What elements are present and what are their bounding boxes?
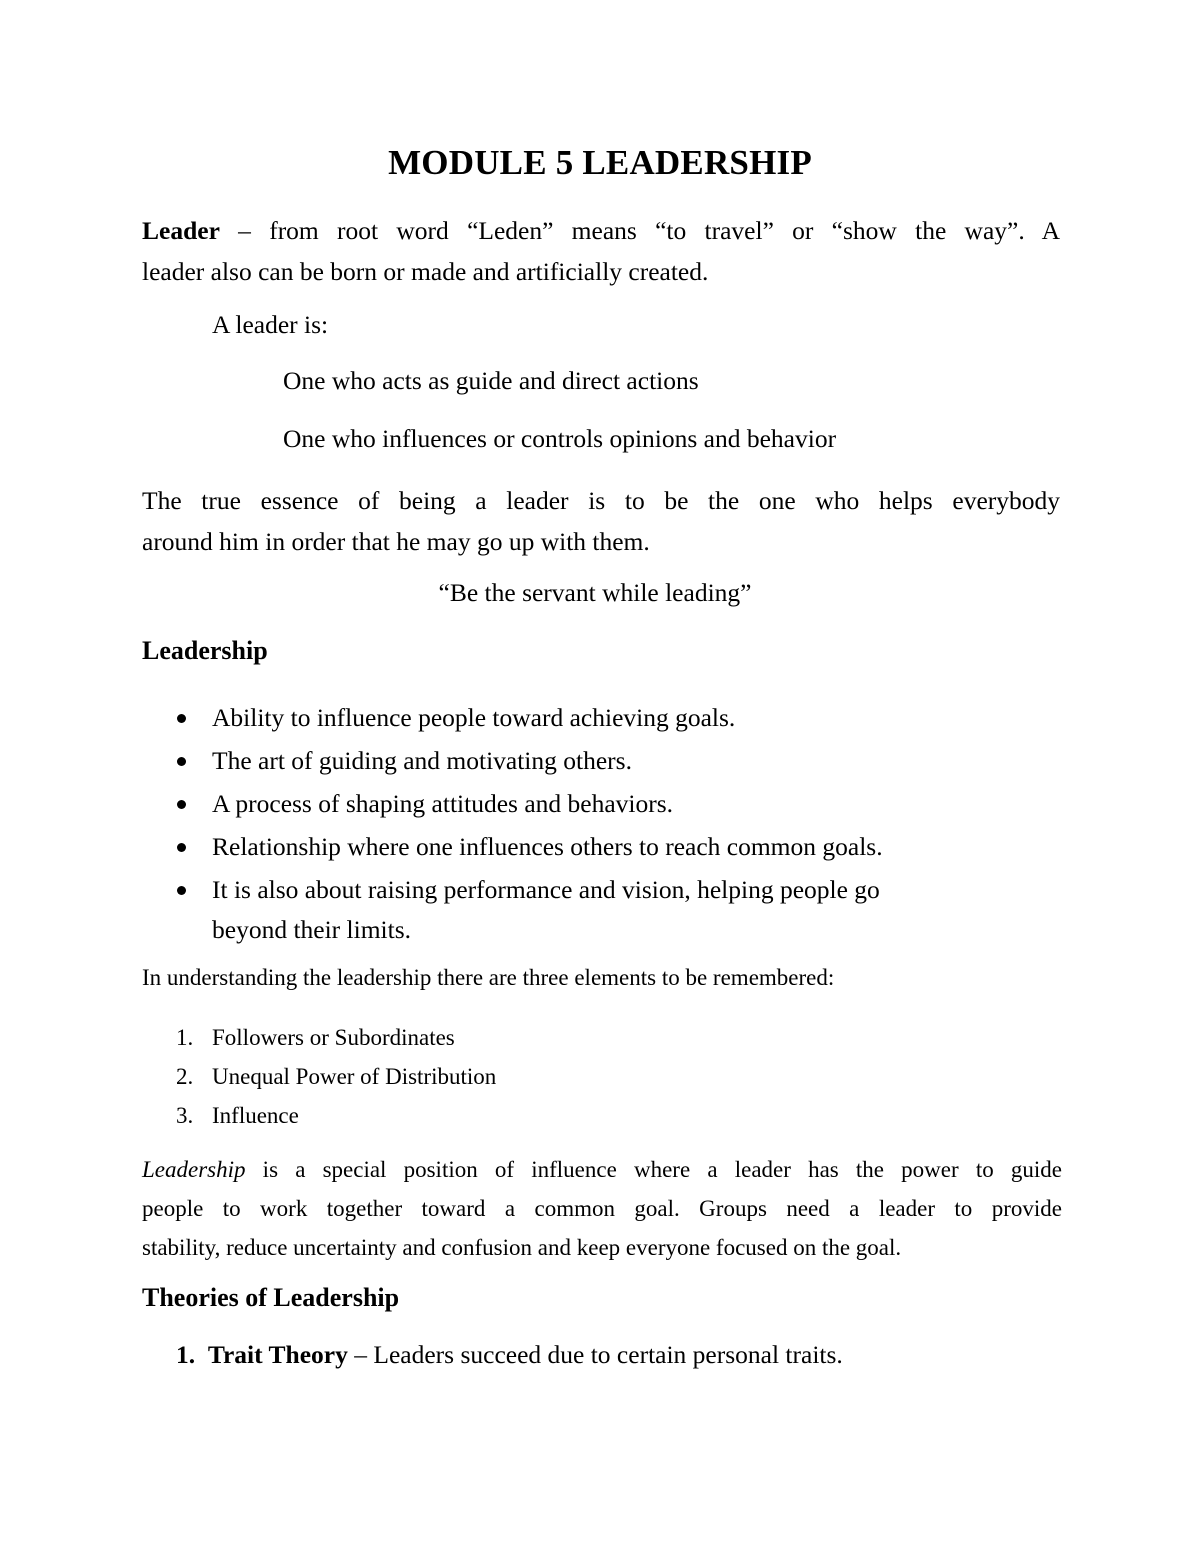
- list-item: [142, 1096, 496, 1135]
- list-text: Influence: [212, 1103, 299, 1128]
- bullet-text: It is also about raising performance and vision, helping people go: [212, 875, 880, 904]
- essence-paragraph: [142, 480, 1060, 562]
- bullet-text: Relationship where one influences others to reach common goals.: [212, 832, 883, 861]
- leader-definition: [142, 210, 1060, 292]
- leader-is-item: One who acts as guide and direct actions: [283, 366, 699, 395]
- quote: “Be the servant while leading”: [438, 578, 752, 607]
- leader-definition-text: – from root word “Leden” means “to travel” or “show the way”. A: [219, 216, 1060, 245]
- bullet-icon: [177, 757, 186, 766]
- list-item: [142, 868, 1072, 949]
- leadership-heading: Leadership: [142, 636, 268, 665]
- leadership-term-italic: Leadership: [142, 1157, 246, 1182]
- theories-heading: Theories of Leadership: [142, 1283, 400, 1312]
- special-line-2: people to work together toward a common goal. Groups need a leader to provide: [142, 1196, 1062, 1221]
- bullet-text: The art of guiding and motivating others.: [212, 746, 632, 775]
- bullet-icon: [177, 843, 186, 852]
- bullet-icon: [177, 886, 186, 895]
- theory-item: [176, 1342, 843, 1368]
- list-item: [142, 782, 1072, 825]
- bullet-text-continued: beyond their limits.: [212, 915, 412, 944]
- bullet-text: Ability to influence people toward achieving goals.: [212, 703, 736, 732]
- leader-definition-line-1: [142, 210, 1060, 251]
- list-item: [142, 825, 1072, 868]
- leader-definition-line-2: leader also can be born or made and artificially created.: [142, 257, 709, 286]
- leader-is-item: One who influences or controls opinions and behavior: [283, 424, 837, 453]
- leader-is-label: A leader is:: [212, 310, 329, 339]
- list-item: [142, 1057, 496, 1096]
- theory-name: Trait Theory: [207, 1340, 348, 1369]
- list-item: [142, 739, 1072, 782]
- list-number: 1.: [176, 1025, 194, 1050]
- bullet-icon: [177, 800, 186, 809]
- theory-number: 1.: [176, 1340, 196, 1369]
- special-line-1: [142, 1150, 1062, 1189]
- list-item: [142, 696, 1072, 739]
- list-text: Followers or Subordinates: [212, 1025, 455, 1050]
- bullet-icon: [177, 714, 186, 723]
- elements-numbered-list: [142, 1018, 496, 1135]
- list-item: [142, 1018, 496, 1057]
- special-line-3: stability, reduce uncertainty and confusion and keep everyone focused on the goal.: [142, 1235, 902, 1260]
- leader-term: Leader: [142, 216, 220, 245]
- bullet-text: A process of shaping attitudes and behaviors.: [212, 789, 674, 818]
- page-title: MODULE 5 LEADERSHIP: [388, 143, 812, 182]
- list-text: Unequal Power of Distribution: [212, 1064, 497, 1089]
- leadership-bullet-list: [142, 696, 1072, 949]
- special-line-1-text: is a special position of influence where a leader has the power to guide: [245, 1157, 1062, 1182]
- essence-line-1: The true essence of being a leader is to be the one who helps everybody: [142, 486, 1060, 515]
- theory-description: – Leaders succeed due to certain personal traits.: [347, 1340, 843, 1369]
- special-position-paragraph: [142, 1150, 1062, 1267]
- elements-intro: In understanding the leadership there are three elements to be remembered:: [142, 965, 835, 990]
- list-number: 3.: [176, 1103, 194, 1128]
- list-number: 2.: [176, 1064, 194, 1089]
- essence-line-2: around him in order that he may go up with them.: [142, 527, 650, 556]
